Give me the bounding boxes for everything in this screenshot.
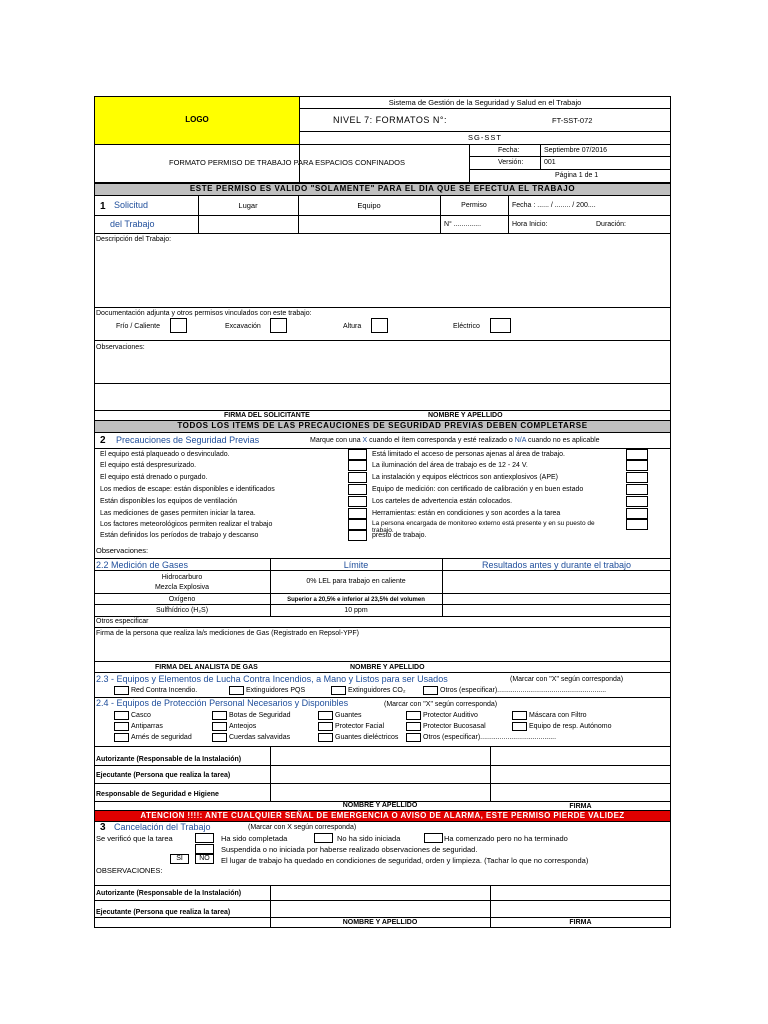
epp-label: Anteojos: [229, 723, 257, 730]
excavacion-checkbox[interactable]: [270, 318, 287, 333]
logo-text: LOGO: [185, 115, 209, 124]
precaution-left-label: Los factores meteorológicos permiten realizar el trabajo: [100, 521, 273, 528]
epp-label: Otros (especificar).......................................: [423, 734, 557, 741]
numero-field[interactable]: N° ..............: [444, 221, 482, 228]
epp-label: Máscara con Filtro: [529, 712, 587, 719]
precaution-left-checkbox[interactable]: [348, 472, 367, 483]
no-iniciada-checkbox[interactable]: [314, 833, 333, 843]
otros-incendio-label: Otros (especificar)........................................................: [440, 687, 607, 694]
epp-checkbox[interactable]: [406, 711, 421, 720]
fecha-value: Septiembre 07/2016: [544, 147, 608, 154]
epp-checkbox[interactable]: [318, 711, 333, 720]
section2-title: Precauciones de Seguridad Previas: [116, 435, 260, 445]
epp-checkbox[interactable]: [114, 722, 129, 731]
mezcla-label: Mezcla Explosiva: [154, 584, 210, 591]
incendio-marcar: (Marcar con "X" según corresponda): [510, 676, 624, 683]
precaution-right-label: Equipo de medición: con certificado de calibración y en buen estado: [372, 486, 584, 493]
lugar-header: Lugar: [238, 201, 258, 210]
sulfhidrico-limit: 10 ppm: [344, 607, 368, 614]
precaution-left-checkbox[interactable]: [348, 484, 367, 495]
epp-label: Antiparras: [131, 723, 163, 730]
precaution-right-checkbox[interactable]: [626, 484, 648, 495]
comenzado-label: Ha comenzado pero no ha terminado: [444, 834, 568, 843]
epp-label: Protector Facial: [335, 723, 385, 730]
ejecutante-label-2: Ejecutante (Persona que realiza la tarea): [96, 909, 231, 916]
no-checkbox[interactable]: NO: [195, 854, 214, 864]
firma-solicitante-label: FIRMA DEL SOLICITANTE: [224, 412, 310, 419]
level-label: NIVEL 7: FORMATOS N°:: [333, 115, 447, 125]
precaution-right-checkbox[interactable]: [626, 508, 648, 519]
precaution-left-checkbox[interactable]: [348, 460, 367, 471]
precaution-right-label: presto de trabajo.: [372, 532, 427, 539]
precaution-left-checkbox[interactable]: [348, 449, 367, 460]
fecha-label: Fecha:: [498, 147, 520, 154]
suspendida-checkbox[interactable]: [195, 844, 214, 854]
oxigeno-label: Oxígeno: [168, 596, 196, 603]
observaciones1-label: Observaciones:: [96, 344, 145, 351]
firma-label-1: FIRMA: [569, 803, 592, 810]
epp-label: Botas de Seguridad: [229, 712, 291, 719]
section1-number: 1: [100, 201, 106, 212]
firma-mediciones-label: Firma de la persona que realiza la/s mediciones de Gas (Registrado en Repsol-YPF): [96, 630, 360, 637]
epp-checkbox[interactable]: [318, 722, 333, 731]
form-title: FORMATO PERMISO DE TRABAJO PARA ESPACIOS CONFINADOS: [168, 158, 405, 167]
no-iniciada-label: No ha sido iniciada: [337, 834, 401, 843]
suspendida-label: Suspendida o no iniciada por haberse realizado observaciones de seguridad.: [221, 845, 478, 854]
extinguidores-pqs-label: Extinguidores PQS: [246, 687, 306, 694]
precaution-right-checkbox[interactable]: [626, 449, 648, 460]
precaution-left-label: Los medios de escape: están disponibles e identificados: [100, 486, 275, 493]
section3-title: Cancelación del Trabajo: [114, 822, 211, 832]
permiso-header: Permiso: [461, 202, 487, 209]
autorizante-label-2: Autorizante (Responsable de la Instalación): [96, 890, 242, 897]
lugar-condiciones-label: El lugar de trabajo ha quedado en condiciones de seguridad, orden y limpieza. (Tachar lo que no corresponda): [221, 856, 589, 865]
epp-label: Guantes: [335, 712, 362, 719]
autorizante-label-1: Autorizante (Responsable de la Instalación): [96, 756, 242, 763]
completada-label: Ha sido completada: [221, 834, 288, 843]
completada-checkbox[interactable]: [195, 833, 214, 843]
precaution-left-label: El equipo está drenado o purgado.: [100, 474, 208, 481]
epp-checkbox[interactable]: [114, 733, 129, 742]
epp-checkbox[interactable]: [512, 722, 527, 731]
fecha-field[interactable]: Fecha : ...... / ........ / 200....: [512, 202, 596, 209]
gases-resultados-header: Resultados antes y durante el trabajo: [481, 560, 632, 570]
si-checkbox[interactable]: SI: [170, 854, 189, 864]
gases-title: 2.2 Medición de Gases: [96, 560, 189, 570]
electrico-checkbox[interactable]: [490, 318, 511, 333]
descripcion-label: Descripción del Trabajo:: [96, 236, 172, 243]
epp-title: 2.4 - Equipos de Protección Personal Necesarios y Disponibles: [96, 698, 349, 708]
banner-complete-items-text: TODOS LOS ITEMS DE LAS PRECAUCIONES DE SEGURIDAD PREVIAS DEBEN COMPLETARSE: [177, 421, 588, 430]
electrico-label: Eléctrico: [453, 323, 480, 330]
altura-label: Altura: [343, 323, 362, 330]
hora-inicio-field[interactable]: Hora Inicio:: [512, 221, 548, 228]
sgsst-label: SG-SST: [468, 133, 502, 142]
epp-label: Arnés de seguridad: [131, 734, 192, 741]
precaution-left-checkbox[interactable]: [348, 519, 367, 530]
red-incendio-label: Red Contra Incendio.: [131, 687, 198, 694]
epp-checkbox[interactable]: [406, 722, 421, 731]
epp-label: Protector Bucosasal: [423, 723, 486, 730]
extinguidores-co2-label: Extinguidores CO₂: [348, 687, 406, 694]
epp-label: Equipo de resp. Autónomo: [529, 723, 612, 730]
precaution-left-label: El equipo está despresurizado.: [100, 462, 197, 469]
gases-limite-header: Límite: [343, 560, 369, 570]
alert-banner-text: ATENCION !!!!: ANTE CUALQUIER SEÑAL DE EMERGENCIA O AVISO DE ALARMA, ESTE PERMISO PIERDE VALIDEZ: [140, 811, 625, 820]
page-number: Página 1 de 1: [555, 172, 599, 179]
frio-checkbox[interactable]: [170, 318, 187, 333]
precaution-right-label: Está limitado el acceso de personas ajenas al área de trabajo.: [372, 451, 566, 458]
version-value: 001: [544, 159, 556, 166]
red-incendio-checkbox[interactable]: [114, 686, 129, 695]
system-title: Sistema de Gestión de la Seguridad y Salud en el Trabajo: [388, 98, 582, 107]
precaution-left-label: Están definidos los períodos de trabajo y descanso: [100, 532, 259, 539]
section3-number: 3: [100, 822, 106, 833]
epp-marcar: (Marcar con "X" según corresponda): [384, 701, 498, 708]
nombre-apellido-label-3: NOMBRE Y APELLIDO: [342, 802, 418, 809]
precaution-right-label: Herramientas: están en condiciones y son acordes a la tarea: [372, 510, 561, 517]
incendio-title: 2.3 - Equipos y Elementos de Lucha Contra Incendios, a Mano y Listos para ser Usados: [96, 674, 448, 684]
precaution-right-label: La persona encargada de monitoreo externo está presente y en su puesto de trabajo.: [372, 520, 595, 534]
firma-analista-label: FIRMA DEL ANALISTA DE GAS: [155, 664, 258, 671]
precaution-right-checkbox[interactable]: [626, 460, 648, 471]
epp-label: Casco: [131, 712, 151, 719]
form-code: FT-SST-072: [552, 116, 593, 125]
precaution-left-label: El equipo está plaqueado o desvinculado.: [100, 451, 230, 458]
oxigeno-limit: Superior a 20,5% e inferior al 23,5% del volumen: [287, 597, 425, 603]
epp-label: Protector Auditivo: [423, 712, 478, 719]
epp-checkbox[interactable]: [114, 711, 129, 720]
sulfhidrico-label: Sulfhídrico (H₂S): [155, 607, 209, 614]
documentacion-label: Documentación adjunta y otros permisos vinculados con este trabajo:: [96, 310, 312, 317]
precaution-left-checkbox[interactable]: [348, 530, 367, 541]
precaution-right-checkbox[interactable]: [626, 472, 648, 483]
precaution-right-label: Los carteles de advertencia están colocados.: [372, 498, 513, 505]
epp-checkbox[interactable]: [212, 722, 227, 731]
extinguidores-pqs-checkbox[interactable]: [229, 686, 244, 695]
section1-title-b: del Trabajo: [110, 219, 155, 229]
firma-label-2: FIRMA: [569, 919, 592, 926]
excavacion-label: Excavación: [225, 323, 261, 330]
version-label: Versión:: [498, 159, 524, 166]
precaution-right-checkbox[interactable]: [626, 496, 648, 507]
precaution-right-label: La iluminación del área de trabajo es de 12 - 24 V.: [372, 462, 528, 469]
nombre-apellido-label-4: NOMBRE Y APELLIDO: [342, 919, 418, 926]
epp-checkbox[interactable]: [318, 733, 333, 742]
precaution-right-label: La instalación y equipos eléctricos son antiexplosivos (APE): [372, 474, 558, 481]
precaution-left-checkbox[interactable]: [348, 508, 367, 519]
altura-checkbox[interactable]: [371, 318, 388, 333]
equipo-header: Equipo: [357, 201, 381, 210]
epp-checkbox[interactable]: [406, 733, 421, 742]
nombre-apellido-label-1: NOMBRE Y APELLIDO: [428, 412, 503, 419]
epp-checkbox[interactable]: [212, 733, 227, 742]
epp-label: Guantes dieléctricos: [335, 734, 399, 741]
lel-limit: 0% LEL para trabajo en caliente: [306, 578, 406, 585]
ejecutante-label-1: Ejecutante (Persona que realiza la tarea): [96, 772, 231, 779]
section2-number: 2: [100, 435, 106, 446]
section3-marcar: (Marcar con X según corresponda): [248, 824, 357, 831]
frio-label: Frío / Caliente: [116, 323, 160, 330]
epp-checkbox[interactable]: [512, 711, 527, 720]
verifico-label: Se verificó que la tarea: [96, 834, 173, 843]
duracion-field[interactable]: Duración:: [596, 221, 626, 228]
responsable-seguridad-label: Responsable de Seguridad e Higiene: [96, 791, 219, 798]
otros-gases-label: Otros especificar: [96, 618, 149, 625]
observaciones3-label: OBSERVACIONES:: [96, 866, 163, 875]
otros-incendio-checkbox[interactable]: [423, 686, 438, 695]
epp-checkbox[interactable]: [212, 711, 227, 720]
hidrocarburo-label: Hidrocarburo: [161, 574, 203, 581]
nombre-apellido-label-2: NOMBRE Y APELLIDO: [350, 664, 425, 671]
comenzado-checkbox[interactable]: [424, 833, 443, 843]
precaution-left-label: Las mediciones de gases permiten iniciar la tarea.: [100, 510, 256, 517]
observaciones2-label: Observaciones:: [96, 546, 149, 555]
precaution-right-checkbox[interactable]: [626, 519, 648, 530]
banner-valid-day-text: ESTE PERMISO ES VALIDO "SOLAMENTE" PARA EL DIA QUE SE EFECTUA EL TRABAJO: [189, 184, 576, 193]
section1-title-a: Solicitud: [114, 200, 149, 210]
precaution-left-checkbox[interactable]: [348, 496, 367, 507]
extinguidores-co2-checkbox[interactable]: [331, 686, 346, 695]
precaution-left-label: Están disponibles los equipos de ventilación: [100, 498, 237, 505]
section2-instructions: Marque con una X cuando el ítem corresponda y esté realizado o N/A cuando no es aplicable: [310, 437, 600, 444]
epp-label: Cuerdas salvavidas: [229, 734, 291, 741]
